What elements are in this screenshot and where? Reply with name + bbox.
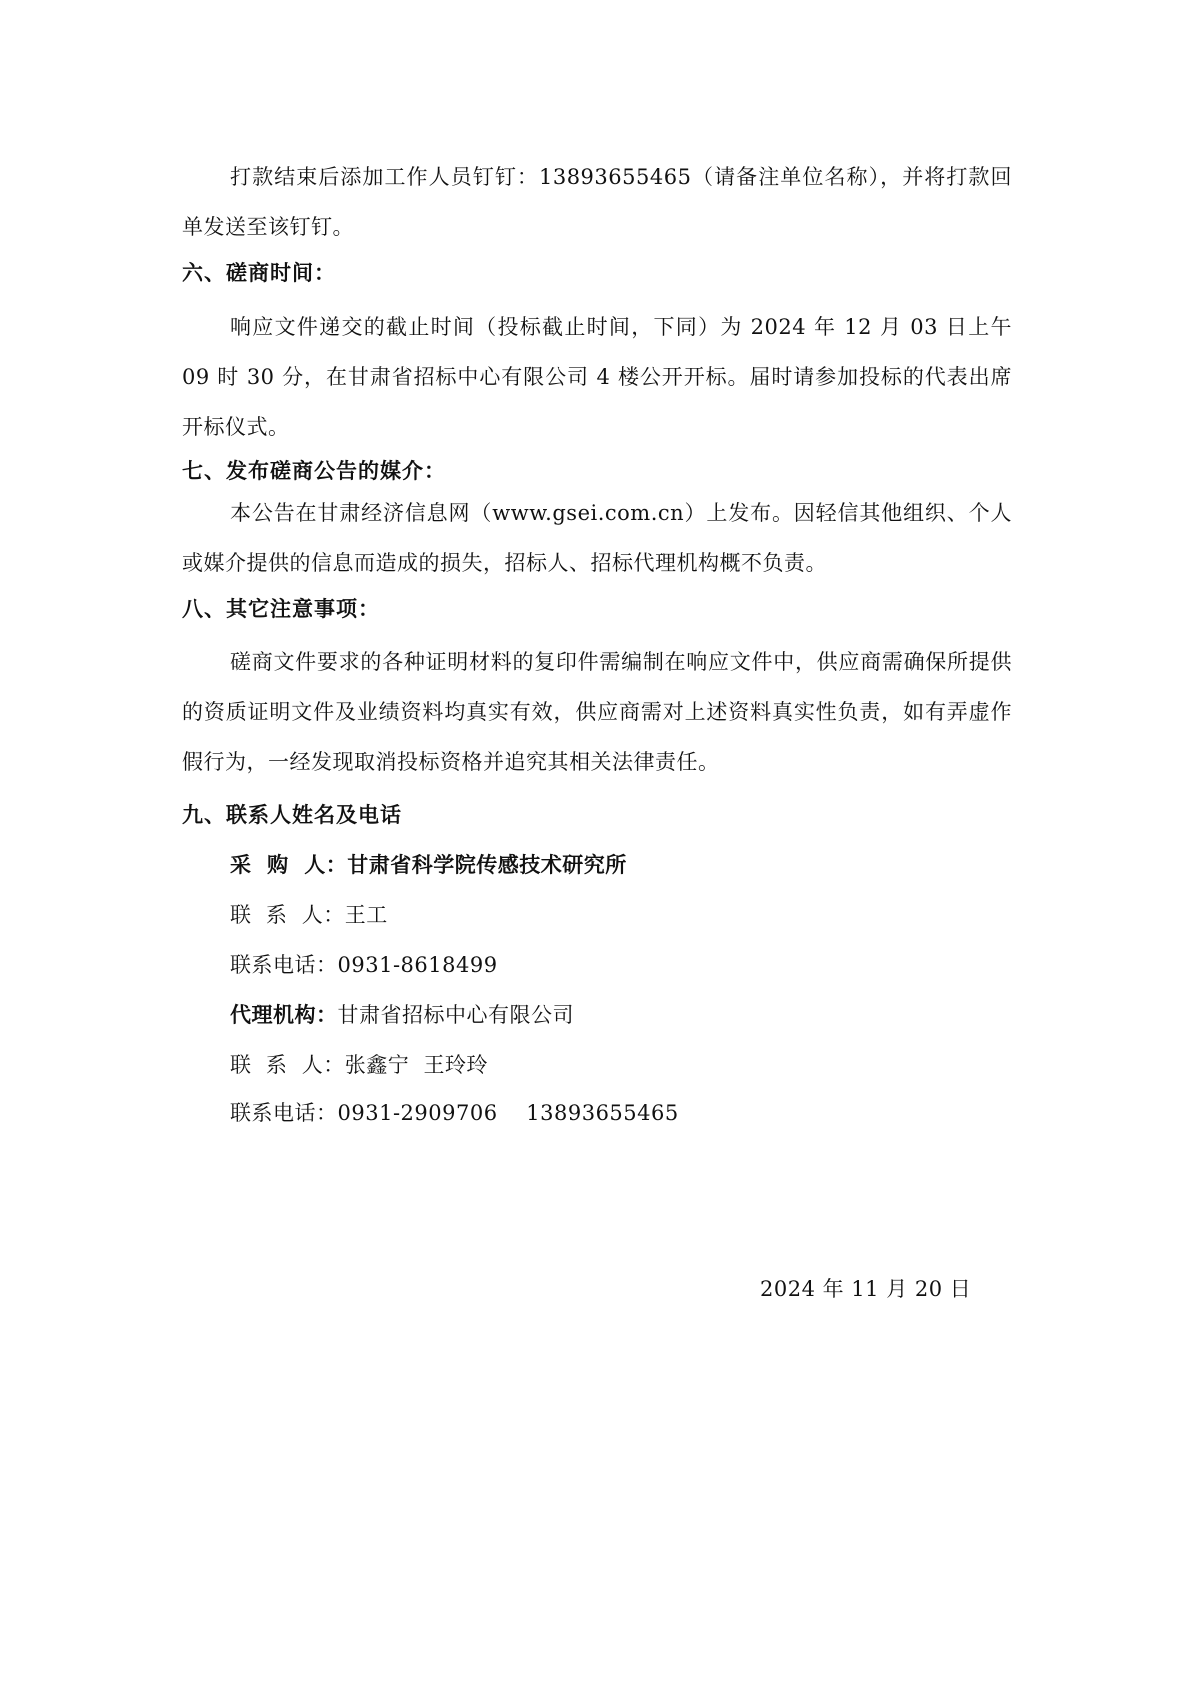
agency-label: 代理机构： (230, 1003, 338, 1027)
section-seven-heading: 七、发布磋商公告的媒介： (182, 459, 446, 483)
bid-time-paragraph: 响应文件递交的截止时间（投标截止时间，下同）为 2024 年 12 月 03 日上午 09 时 30 分，在甘肃省招标中心有限公司 4 楼公开开标。届时请参加投标的代表出席开标仪式。 (182, 315, 1012, 439)
purchaser-person-value: 王工 (344, 903, 388, 927)
agency-person-line (230, 1050, 488, 1080)
agency-value: 甘肃省招标中心有限公司 (337, 1003, 574, 1027)
agency-person-label: 联 系 人： (230, 1053, 345, 1077)
agency-phone-value: 0931-2909706 13893655465 (337, 1101, 679, 1125)
payment-note-paragraph: 打款结束后添加工作人员钉钉：13893655465（请备注单位名称），并将打款回单发送至该钉钉。 (182, 165, 1012, 239)
agency-line (230, 1000, 574, 1030)
purchaser-person-line (230, 900, 388, 930)
section-eight-heading: 八、其它注意事项： (182, 597, 380, 621)
section-nine-heading: 九、联系人姓名及电话 (182, 803, 402, 827)
purchaser-phone-label: 联系电话： (230, 953, 338, 977)
agency-person-value: 张鑫宁 王玲玲 (344, 1053, 489, 1077)
purchaser-person-label: 联 系 人： (230, 903, 345, 927)
purchaser-phone-line (230, 950, 498, 980)
agency-phone-label: 联系电话： (230, 1101, 338, 1125)
purchaser-value: 甘肃省科学院传感技术研究所 (347, 853, 627, 877)
section-six-heading: 六、磋商时间： (182, 261, 336, 285)
notes-paragraph: 磋商文件要求的各种证明材料的复印件需编制在响应文件中，供应商需确保所提供的资质证明文件及业绩资料均真实有效，供应商需对上述资料真实性负责，如有弄虚作假行为，一经发现取消投标资格并追究其相关法律责任。 (182, 650, 1012, 774)
purchaser-phone-value: 0931-8618499 (337, 953, 498, 977)
document-date: 2024 年 11 月 20 日 (760, 1277, 972, 1301)
purchaser-label: 采 购 人： (230, 853, 348, 877)
media-paragraph: 本公告在甘肃经济信息网（www.gsei.com.cn）上发布。因轻信其他组织、个人或媒介提供的信息而造成的损失，招标人、招标代理机构概不负责。 (182, 501, 1012, 575)
purchaser-line (230, 850, 627, 880)
agency-phone-line (230, 1098, 679, 1128)
